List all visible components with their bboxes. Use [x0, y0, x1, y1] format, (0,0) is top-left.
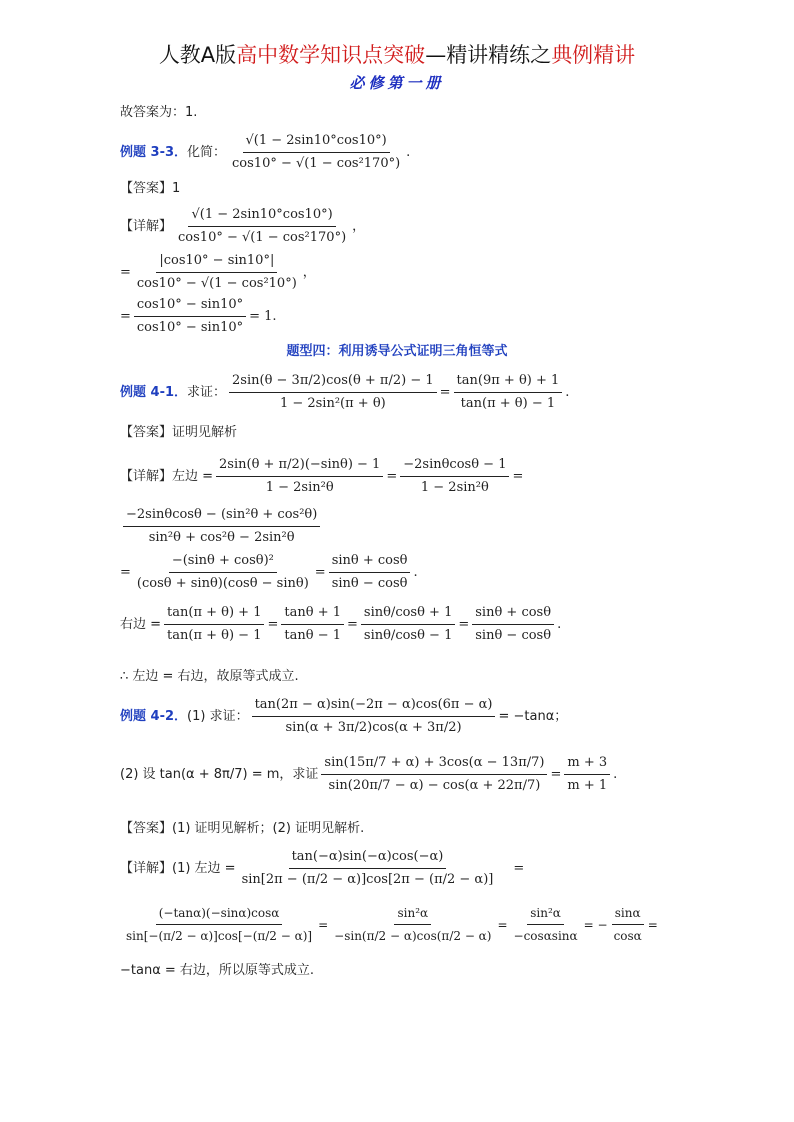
- detail-label: 【详解】(1) 左边 =: [120, 860, 236, 876]
- denominator: sinθ/cosθ − 1: [363, 628, 453, 643]
- detail-4-1-line-2: [120, 506, 323, 547]
- numerator: sin²α: [527, 904, 564, 925]
- fraction: [134, 296, 246, 337]
- equals: =: [318, 917, 329, 932]
- punctuation: .: [557, 616, 562, 632]
- denominator: tan(π + θ) − 1: [460, 396, 556, 411]
- numerator: √(1 − 2sin10°cos10°): [188, 206, 335, 227]
- prev-answer-line: 故答案为：1.: [120, 105, 198, 120]
- equals: =: [120, 564, 131, 580]
- denominator: tan(π + θ) − 1: [167, 628, 262, 643]
- fraction: [134, 252, 300, 293]
- denominator: sin²θ + cos²θ − 2sin²θ: [148, 530, 295, 545]
- fraction: [321, 754, 547, 795]
- fraction: [239, 848, 497, 889]
- detail-4-1-rhs: [120, 604, 561, 645]
- fraction: [281, 604, 344, 645]
- punctuation: ，: [352, 218, 366, 234]
- fraction: [175, 206, 349, 247]
- fraction: [164, 604, 264, 645]
- fraction: [229, 372, 437, 413]
- denominator: sin[−(π/2 − α)]cos[−(π/2 − α)]: [126, 929, 313, 943]
- numerator: sin²α: [394, 904, 431, 925]
- fraction: [511, 904, 581, 945]
- example-prompt: (1) 求证：: [187, 708, 249, 724]
- denominator: m + 1: [567, 778, 608, 793]
- numerator: sinθ + cosθ: [472, 604, 554, 625]
- equals: =: [120, 308, 131, 324]
- final-line: −tanα = 右边，所以原等式成立.: [120, 963, 315, 978]
- result: = 1.: [249, 308, 277, 324]
- fraction: [123, 506, 320, 547]
- equals: =: [513, 860, 525, 876]
- equals: =: [314, 564, 326, 580]
- equals: =: [497, 917, 508, 932]
- header-part-1: 人教A版: [158, 43, 237, 67]
- detail-line-1: [120, 206, 365, 247]
- fraction: [216, 456, 383, 497]
- example-4-2-part-1: [120, 696, 567, 737]
- punctuation: ，: [302, 264, 316, 280]
- detail-4-2-line-1: [120, 848, 524, 889]
- numerator: |cos10° − sin10°|: [156, 252, 277, 273]
- numerator: √(1 − 2sin10°cos10°): [243, 132, 390, 153]
- example-prompt: 求证：: [187, 384, 227, 400]
- header-part-4: 典例精讲: [551, 43, 636, 67]
- denominator: 1 − 2sin²(π + θ): [279, 396, 386, 411]
- example-4-2-part-2: [120, 754, 617, 795]
- detail-4-1-line-1: [120, 456, 523, 497]
- punctuation: .: [613, 766, 618, 782]
- fraction: [331, 904, 494, 945]
- denominator: −sin(π/2 − α)cos(π/2 − α): [334, 929, 492, 943]
- denominator: tanθ − 1: [284, 628, 341, 643]
- numerator: m + 3: [564, 754, 610, 775]
- page-subtitle: 必修第一册: [349, 74, 445, 92]
- example-4-1: [120, 372, 569, 413]
- example-3-3: [120, 132, 410, 173]
- numerator: sin(15π/7 + α) + 3cos(α − 13π/7): [321, 754, 547, 775]
- denominator: 1 − 2sin²θ: [420, 480, 489, 495]
- denominator: 1 − 2sin²θ: [265, 480, 334, 495]
- numerator: sinα: [612, 904, 644, 925]
- answer-line: 【答案】1: [120, 181, 181, 196]
- example-prompt: (2) 设 tan(α + 8π/7) = m，求证: [120, 766, 319, 782]
- header-part-2: 高中数学知识点突破: [236, 43, 426, 67]
- numerator: tanθ + 1: [281, 604, 344, 625]
- equals: =: [512, 468, 524, 484]
- numerator: (−tanα)(−sinα)cosα: [156, 904, 283, 925]
- fraction: [134, 552, 312, 593]
- numerator: sinθ + cosθ: [329, 552, 411, 573]
- equals: =: [386, 468, 398, 484]
- numerator: −2sinθcosθ − 1: [400, 456, 509, 477]
- equals: =: [439, 384, 451, 400]
- denominator: sin(20π/7 − α) − cos(α + 22π/7): [328, 778, 541, 793]
- equals: =: [550, 766, 562, 782]
- answer-line: 【答案】证明见解析: [120, 425, 238, 440]
- denominator: sinθ − cosθ: [331, 576, 408, 591]
- denominator: cos10° − √(1 − cos²170°): [232, 156, 401, 171]
- fraction: [361, 604, 455, 645]
- numerator: tan(2π − α)sin(−2π − α)cos(6π − α): [252, 696, 496, 717]
- fraction: [400, 456, 509, 497]
- denominator: sinθ − cosθ: [475, 628, 552, 643]
- equals: = −: [583, 917, 608, 932]
- denominator: cosα: [613, 929, 642, 943]
- page-header: [0, 40, 794, 70]
- fraction: [454, 372, 563, 413]
- denominator: (cosθ + sinθ)(cosθ − sinθ): [136, 576, 309, 591]
- fraction: [329, 552, 411, 593]
- detail-4-2-line-2: [120, 904, 658, 945]
- numerator: 2sin(θ + π/2)(−sinθ) − 1: [216, 456, 383, 477]
- numerator: −2sinθcosθ − (sin²θ + cos²θ): [123, 506, 320, 527]
- numerator: −(sinθ + cosθ)²: [169, 552, 277, 573]
- fraction: [252, 696, 496, 737]
- conclusion-line: ∴ 左边 = 右边，故原等式成立.: [120, 669, 299, 684]
- denominator: cos10° − √(1 − cos²10°): [136, 276, 297, 291]
- equals: =: [120, 264, 131, 280]
- fraction: [611, 904, 645, 945]
- answer-line: 【答案】(1) 证明见解析；(2) 证明见解析.: [120, 821, 365, 836]
- punctuation: .: [565, 384, 570, 400]
- fraction: [123, 904, 315, 945]
- fraction: [472, 604, 554, 645]
- fraction: [564, 754, 610, 795]
- fraction: [229, 132, 403, 173]
- section-heading: 题型四：利用诱导公式证明三角恒等式: [286, 344, 508, 359]
- denominator: sin[2π − (π/2 − α)]cos[2π − (π/2 − α)]: [241, 872, 494, 887]
- example-label: 例题 3-3．: [120, 144, 188, 160]
- denominator: cos10° − √(1 − cos²170°): [178, 230, 347, 245]
- equals: =: [267, 616, 279, 632]
- punctuation: .: [406, 144, 411, 160]
- equals: =: [347, 616, 358, 632]
- detail-label: 【详解】: [120, 218, 173, 234]
- detail-line-2: [120, 252, 316, 293]
- example-label: 例题 4-1．: [120, 384, 188, 400]
- equals: =: [647, 917, 658, 932]
- rhs-label: 右边 =: [120, 616, 162, 632]
- header-part-3: —精讲精练之: [425, 43, 552, 67]
- denominator: sin(α + 3π/2)cos(α + 3π/2): [285, 720, 462, 735]
- numerator: tan(9π + θ) + 1: [454, 372, 563, 393]
- denominator: cos10° − sin10°: [136, 320, 244, 335]
- numerator: tan(π + θ) + 1: [164, 604, 264, 625]
- detail-label: 【详解】左边 =: [120, 468, 214, 484]
- numerator: tan(−α)sin(−α)cos(−α): [289, 848, 447, 869]
- example-label: 例题 4-2．: [120, 708, 188, 724]
- equals: =: [458, 616, 470, 632]
- numerator: 2sin(θ − 3π/2)cos(θ + π/2) − 1: [229, 372, 437, 393]
- punctuation: .: [413, 564, 418, 580]
- denominator: −cosαsinα: [513, 929, 578, 943]
- numerator: sinθ/cosθ + 1: [361, 604, 455, 625]
- result: = −tanα；: [498, 708, 568, 724]
- numerator: cos10° − sin10°: [134, 296, 246, 317]
- example-prompt: 化简：: [187, 144, 227, 160]
- detail-4-1-line-3: [120, 552, 418, 593]
- detail-line-3: [120, 296, 277, 337]
